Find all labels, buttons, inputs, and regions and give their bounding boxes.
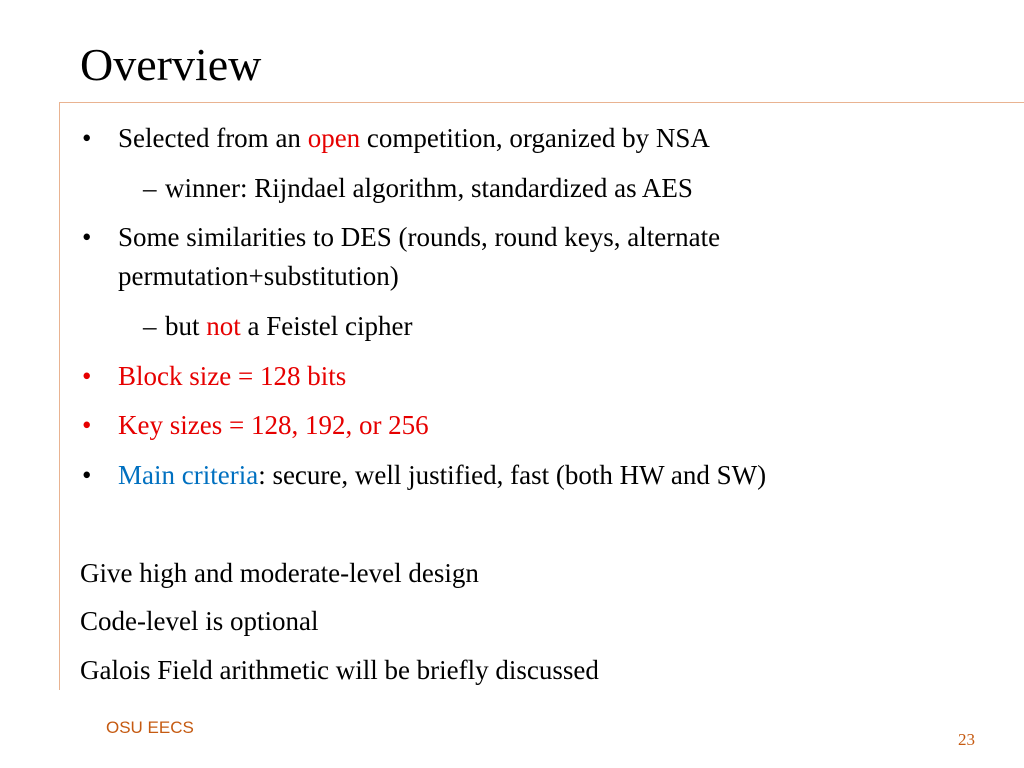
paragraph-design-level: Give high and moderate-level design <box>80 558 479 588</box>
bullet-text-line-1: Some similarities to DES (rounds, round keys, alternate <box>118 222 721 252</box>
bullet-marker: • <box>82 222 92 252</box>
bullet-text-pre: Selected from an <box>118 123 308 153</box>
bullet-marker: • <box>82 361 92 391</box>
dash-marker: – <box>143 311 157 341</box>
subbullet-text <box>165 310 412 342</box>
bullet-text <box>118 459 766 491</box>
bullet-marker: • <box>82 123 92 153</box>
highlight-open: open <box>307 123 361 153</box>
footer-page-number: 23 <box>958 730 975 749</box>
subbullet-text-post: a Feistel cipher <box>240 311 413 341</box>
bullet-text-line-2: permutation+substitution) <box>118 261 399 291</box>
subbullet-text: winner: Rijndael algorithm, standardized as AES <box>165 173 693 203</box>
bullet-marker: • <box>82 460 92 490</box>
bullet-text-post: competition, organized by NSA <box>360 123 710 153</box>
dash-marker: – <box>143 173 157 203</box>
bullet-marker: • <box>82 410 92 440</box>
slide-title: Overview <box>80 39 262 90</box>
paragraph-code-level: Code-level is optional <box>80 606 319 636</box>
highlight-main-criteria: Main criteria <box>118 460 259 490</box>
highlight-not: not <box>206 311 241 341</box>
paragraph-galois-field: Galois Field arithmetic will be briefly discussed <box>80 655 599 685</box>
footer-organization: OSU EECS <box>106 718 194 737</box>
bullet-text-post: : secure, well justified, fast (both HW and SW) <box>258 460 767 490</box>
bullet-text: Block size = 128 bits <box>118 361 347 391</box>
subbullet-text-pre: but <box>165 311 207 341</box>
bullet-text: Key sizes = 128, 192, or 256 <box>118 410 429 440</box>
bullet-text <box>118 122 710 154</box>
